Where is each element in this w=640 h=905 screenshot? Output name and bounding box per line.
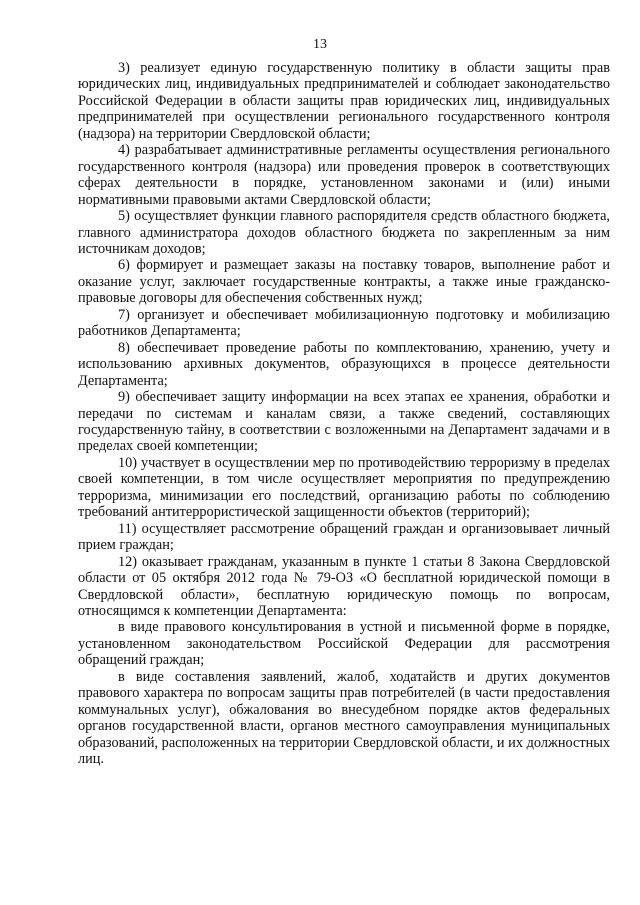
- paragraph-item-12: 12) оказывает гражданам, указанным в пункте 1 статьи 8 Закона Свердловской области от 05 октября 2012 года № 79-ОЗ «О бесплатной юридической помощи в Свердловской области», бесплатную юридическую помощь по вопросам, относящимся к компетенции Департамента:: [78, 553, 610, 619]
- paragraph-item-3: 3) реализует единую государственную политику в области защиты прав юридических лиц, индивидуальных предпринимателей и соблюдает законодательство Российской Федерации в области защиты прав юридических лиц, индивидуальных предпринимателей при осуществлении регионального государственного контроля (надзора) на территории Свердловской области;: [78, 60, 610, 142]
- paragraph-item-5: 5) осуществляет функции главного распорядителя средств областного бюджета, главного администратора доходов областного бюджета по закрепленным за ним источникам доходов;: [78, 208, 610, 257]
- paragraph-item-4: 4) разрабатывает административные регламенты осуществления регионального государственного контроля (надзора) или проведения проверок в соответствующих сферах деятельности в порядке, установленном законами и (или) иными нормативными правовыми актами Свердловской области;: [78, 142, 610, 208]
- paragraph-item-7: 7) организует и обеспечивает мобилизационную подготовку и мобилизацию работников Департамента;: [78, 306, 610, 340]
- paragraph-item-11: 11) осуществляет рассмотрение обращений граждан и организовывает личный прием граждан;: [78, 520, 610, 554]
- paragraph-subitem-consulting: в виде правового консультирования в устной и письменной форме в порядке, установленном законодательством Российской Федерации для рассмотрения обращений граждан;: [78, 619, 610, 669]
- document-body: [78, 60, 610, 767]
- paragraph-item-10: 10) участвует в осуществлении мер по противодействию терроризму в пределах своей компетенции, в том числе осуществляет мероприятия по предупреждению терроризма, минимизации его последствий, организацию работы по соблюдению требований антитеррористической защищенности объектов (территорий);: [78, 454, 610, 521]
- paragraph-subitem-documents: в виде составления заявлений, жалоб, ходатайств и других документов правового характера по вопросам защиты прав потребителей (в части предоставления коммунальных услуг), обжалования во внесудебном порядке актов федеральных органов государственной власти, органов местного самоуправления муниципальных образований, расположенных на территории Свердловской области, и их должностных лиц.: [78, 668, 610, 768]
- paragraph-item-8: 8) обеспечивает проведение работы по комплектованию, хранению, учету и использованию архивных документов, образующихся в процессе деятельности Департамента;: [78, 339, 610, 389]
- paragraph-item-9: 9) обеспечивает защиту информации на всех этапах ее хранения, обработки и передачи по системам и каналам связи, а также сведений, составляющих государственную тайну, в соответствии с возложенными на Департамент задачами и в пределах своей компетенции;: [78, 389, 610, 455]
- paragraph-item-6: 6) формирует и размещает заказы на поставку товаров, выполнение работ и оказание услуг, заключает государственные контракты, а также иные гражданско-правовые договоры для обеспечения собственных нужд;: [78, 257, 610, 307]
- page-number: 13: [313, 37, 327, 52]
